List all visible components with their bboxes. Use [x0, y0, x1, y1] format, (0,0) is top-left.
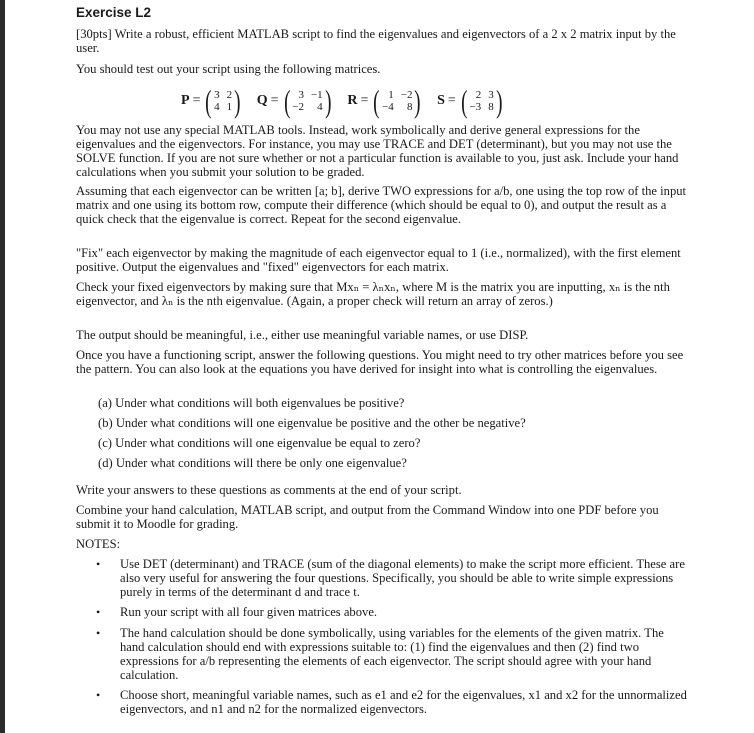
matrix-cell: 1 — [388, 89, 394, 101]
matrix-name: S — [437, 93, 445, 108]
questions-intro-paragraph: Once you have a functioning script, answer the following questions. You might need to try other matrices before you see the pattern. You can also look at the equations you have derived for insight into what is controlling the eigenvalues. — [76, 348, 684, 376]
matrix-name: P — [181, 93, 190, 108]
intro-paragraph: [30pts] Write a robust, efficient MATLAB script to find the eigenvalues and eigenvectors of a 2 x 2 matrix input by the user. — [76, 27, 676, 55]
matrix-grid — [292, 89, 322, 113]
matrix-name: R — [347, 93, 358, 108]
matrix-p: P = ( 3 2 4 1 ) — [181, 83, 241, 119]
matrix-r: R = ( 1 −2 −4 8 ) — [347, 83, 421, 119]
answers-instruction: Write your answers to these questions as comments at the end of your script. — [76, 483, 462, 497]
matrix-name: Q — [256, 93, 268, 108]
restrictions-paragraph: You may not use any special MATLAB tools. Instead, work symbolically and derive general expressions for the eigenvalues and the eigenvectors. For instance, you may use TRACE and DET (determinant), but you may not use the SOLVE function. If you are not sure whether or not a particular function is available to you, just ask. Include your hand calculations when you submit your solution to be graded. — [76, 123, 679, 179]
matrix-cell: −1 — [310, 89, 323, 101]
test-instruction: You should test out your script using the following matrices. — [76, 62, 381, 76]
matrix-cell: −2 — [292, 101, 304, 113]
matrix-cell: 1 — [226, 101, 233, 113]
matrix-cell: 3 — [488, 89, 494, 101]
verify-paragraph: Check your fixed eigenvectors by making sure that Mxₙ = λₙxₙ, where M is the matrix you are inputting, xₙ is the nth eigenvector, and λₙ is the nth eigenvalue. (Again, a proper check will return an array of zeros.) — [76, 280, 670, 308]
submission-instruction: Combine your hand calculation, MATLAB script, and output from the Command Window into one PDF before you submit it to Moodle for grading. — [76, 503, 659, 531]
question-d: (d) Under what conditions will there be only one eigenvalue? — [98, 456, 407, 470]
page-left-border — [0, 0, 5, 733]
matrix-grid — [469, 89, 493, 113]
matrix-cell: 8 — [488, 101, 494, 113]
matrix-grid — [214, 89, 232, 113]
note-text: Use DET (determinant) and TRACE (sum of the diagonal elements) to make the script more efficient. These are also very useful for answering the four questions. Specifically, you should be able to write simple expressions purely in terms of the determinant d and trace t. — [120, 557, 685, 599]
matrix-list — [181, 83, 518, 119]
matrix-cell: −2 — [400, 89, 413, 101]
matrix-grid — [382, 89, 412, 113]
note-text: The hand calculation should be done symbolically, using variables for the elements of the given matrix. The hand calculation should end with expressions suitable to: (1) find the eigenvalues and then (2) find two expressions for a/b representing the elements of each eigenvector. The script should agree with your hand calculation. — [120, 626, 664, 682]
matrix-cell: 2 — [475, 89, 482, 101]
exercise-title: Exercise L2 — [76, 5, 152, 20]
bullet-icon: • — [96, 605, 101, 619]
notes-heading: NOTES: — [76, 537, 121, 551]
bullet-icon: • — [96, 626, 101, 640]
matrix-cell: −4 — [382, 101, 394, 113]
note-text: Run your script with all four given matrices above. — [120, 605, 378, 619]
matrix-cell: 3 — [298, 89, 304, 101]
question-b: (b) Under what conditions will one eigenvalue be positive and the other be negative? — [98, 416, 526, 430]
matrix-cell: 4 — [214, 101, 220, 113]
matrix-cell: 2 — [226, 89, 233, 101]
matrix-cell: 8 — [406, 101, 413, 113]
bullet-icon: • — [96, 557, 101, 571]
matrix-q: Q = ( 3 −1 −2 4 ) — [256, 83, 332, 119]
matrix-cell: 3 — [214, 89, 220, 101]
matrix-cell: 4 — [317, 101, 323, 113]
matrix-cell: −3 — [469, 101, 482, 113]
bullet-icon: • — [96, 688, 101, 702]
question-a: (a) Under what conditions will both eigenvalues be positive? — [98, 396, 405, 410]
matrix-s: S = ( 2 3 −3 8 ) — [437, 83, 503, 119]
normalize-paragraph: "Fix" each eigenvector by making the magnitude of each eigenvector equal to 1 (i.e., normalized), with the first element positive. Output the eigenvalues and "fixed" eigenvectors for each matrix. — [76, 246, 681, 274]
output-paragraph: The output should be meaningful, i.e., either use meaningful variable names, or use DISP. — [76, 328, 529, 342]
note-text: Choose short, meaningful variable names, such as e1 and e2 for the eigenvalues, x1 and x2 for the unnormalized eigenvectors, and n1 and n2 for the normalized eigenvectors. — [120, 688, 687, 716]
eigenvector-check-paragraph: Assuming that each eigenvector can be written [a; b], derive TWO expressions for a/b, one using the top row of the input matrix and one using its bottom row, compute their difference (which should be equal to 0), and output the result as a quick check that the eigenvalue is correct. Repeat for the second eigenvalue. — [76, 184, 687, 226]
question-c: (c) Under what conditions will one eigenvalue be equal to zero? — [98, 436, 421, 450]
